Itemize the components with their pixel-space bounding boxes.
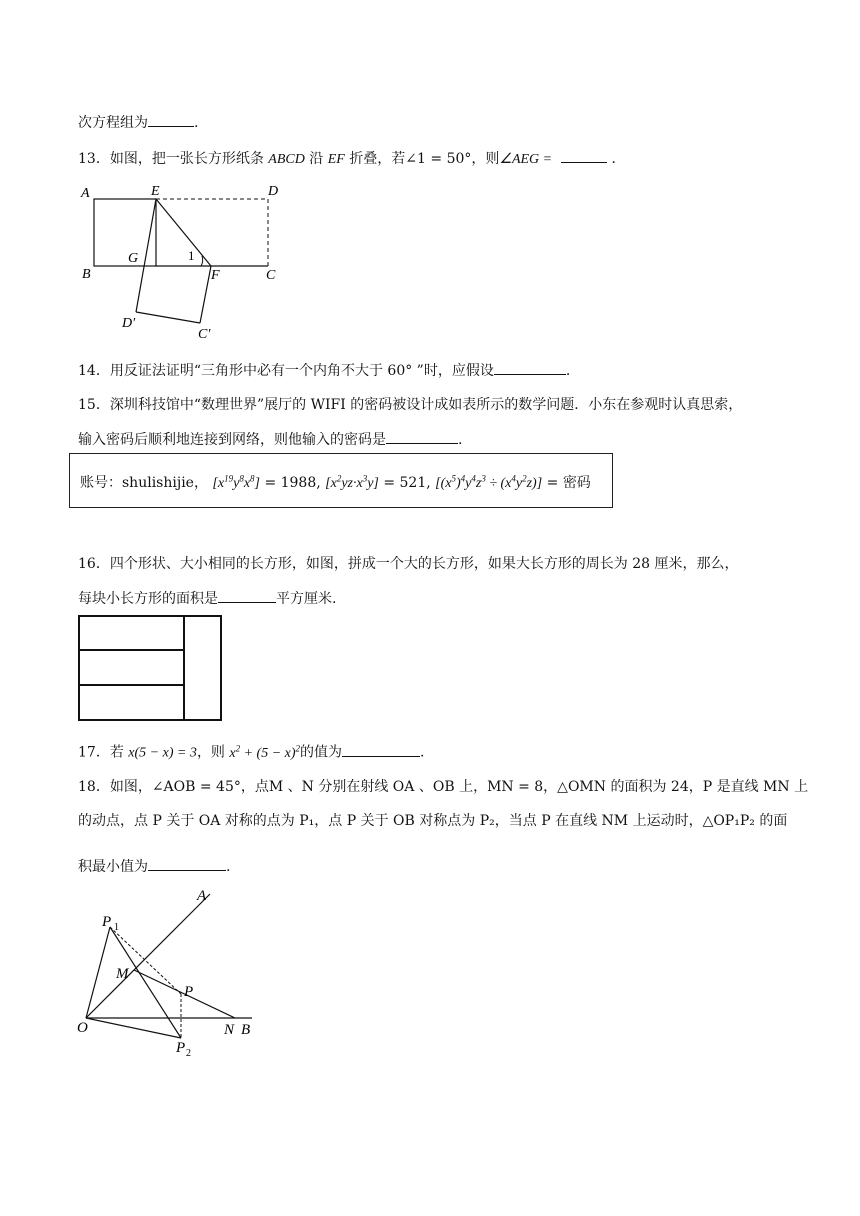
q17-prefix: 17．若 bbox=[78, 744, 124, 761]
answer-blank[interactable] bbox=[218, 588, 276, 603]
q17-text bbox=[78, 739, 425, 763]
q12-end: . bbox=[194, 115, 199, 131]
segment-P1P2 bbox=[110, 927, 181, 1038]
q18-line2: 的动点，点 P 关于 OA 对称的点为 P₁，点 P 关于 OB 对称点为 P₂，当点 P 在直线 NM 上运动时，△OP₁P₂ 的面 bbox=[78, 813, 788, 829]
answer-blank[interactable] bbox=[342, 742, 420, 757]
big-rectangle bbox=[79, 616, 221, 720]
q16-line1: 16．四个形状、大小相同的长方形，如图，拼成一个大的长方形，如果大长方形的周长为 28 厘米，那么， bbox=[78, 556, 739, 572]
label-P1: P bbox=[102, 914, 112, 930]
wifi-password-box bbox=[69, 453, 613, 508]
segment-OP1 bbox=[86, 927, 110, 1018]
edge-ED bbox=[136, 199, 156, 312]
label-C: C bbox=[266, 268, 276, 283]
expr-1: $[x^{19}y^8x^8]$ bbox=[212, 473, 260, 491]
q18-line1a: 18．如图，∠AOB = 45°，点 bbox=[78, 779, 269, 795]
edge-DC bbox=[136, 312, 200, 323]
expr-2: $[x^2yz\cdot x^3y]$ bbox=[325, 473, 379, 491]
q14-text bbox=[78, 360, 570, 380]
q16-line2 bbox=[78, 588, 336, 608]
label-N: N bbox=[224, 1022, 235, 1038]
label-P2-sub: 2 bbox=[186, 1048, 191, 1059]
q14-end: . bbox=[565, 363, 571, 379]
label-O: O bbox=[77, 1020, 88, 1036]
q13-text-b: 沿 bbox=[309, 151, 324, 167]
q15-line2 bbox=[78, 429, 462, 449]
q18-line3a: 积最小值为 bbox=[78, 859, 148, 875]
password-label: 密码 bbox=[562, 475, 591, 491]
answer-blank[interactable] bbox=[561, 148, 607, 163]
q18-figure bbox=[74, 886, 264, 1061]
q13-text-a: 13．如图，把一张长方形纸条 bbox=[78, 151, 264, 167]
q17-mid: ，则 bbox=[196, 744, 225, 761]
q17-expression: $x^2 + (5 - x)^2$ bbox=[229, 743, 301, 761]
label-G: G bbox=[128, 251, 139, 266]
q15-line1: 15．深圳科技馆中“数理世界”展厅的 WIFI 的密码被设计成如表所示的数学问题．小东在参观时认真思索， bbox=[78, 397, 743, 413]
result-1: = 1988, bbox=[264, 475, 321, 491]
q14-body: 14．用反证法证明“三角形中必有一个内角不大于 60° ”时，应假设 bbox=[78, 363, 494, 379]
label-P: P bbox=[184, 984, 194, 1000]
q13-fold-line: EF bbox=[327, 152, 345, 167]
label-P1-sub: 1 bbox=[114, 922, 119, 933]
result-2: = 521, bbox=[383, 475, 431, 491]
q16-figure bbox=[78, 615, 224, 723]
label-A: A bbox=[197, 888, 207, 904]
q16-line2a: 每块小长方形的面积是 bbox=[78, 591, 218, 607]
q18-line1 bbox=[78, 778, 808, 796]
label-B: B bbox=[82, 267, 91, 282]
q18-end: . bbox=[226, 859, 231, 875]
q13-end: ． bbox=[611, 151, 626, 167]
q13-text bbox=[78, 148, 625, 169]
answer-blank[interactable] bbox=[148, 856, 226, 871]
q13-figure bbox=[78, 180, 308, 345]
q15-line2-text: 输入密码后顺利地连接到网络，则他输入的密码是 bbox=[78, 432, 386, 448]
answer-blank[interactable] bbox=[386, 429, 458, 444]
q17-suffix: 的值为 bbox=[300, 744, 343, 761]
q13-text-c: 折叠，若∠1 = 50°，则 bbox=[349, 151, 500, 167]
answer-blank[interactable] bbox=[148, 112, 194, 127]
label-E: E bbox=[151, 184, 160, 199]
label-B: B bbox=[241, 1022, 251, 1038]
equals: = bbox=[546, 475, 559, 491]
q16-line2b: 平方厘米. bbox=[276, 591, 337, 607]
segment-OP2 bbox=[86, 1018, 181, 1038]
q13-rect-name: ABCD bbox=[268, 152, 305, 167]
q12-text: 次方程组为 bbox=[78, 115, 148, 131]
rect-left-part bbox=[94, 199, 156, 266]
expr-3: $[(x^5)^4y^4z^3 \div (x^4y^2z)]$ bbox=[435, 473, 543, 491]
label-D-prime: D′ bbox=[122, 316, 136, 331]
q15-end: . bbox=[458, 432, 463, 448]
q12-tail bbox=[78, 112, 198, 132]
label-F: F bbox=[211, 268, 220, 283]
label-1: 1 bbox=[188, 248, 195, 263]
answer-blank[interactable] bbox=[494, 360, 566, 375]
account-label: 账号：shulishijie， bbox=[80, 475, 208, 491]
q18-line3 bbox=[78, 856, 230, 876]
wifi-box-content bbox=[80, 472, 591, 492]
label-M: M bbox=[116, 966, 129, 982]
q17-end: . bbox=[420, 744, 425, 761]
q13-ask: ∠AEG = bbox=[499, 152, 553, 167]
angle-1-arc bbox=[201, 256, 203, 266]
edge-CF bbox=[200, 266, 211, 323]
label-D: D bbox=[268, 184, 279, 199]
label-A: A bbox=[81, 186, 90, 201]
q18-line1b: M 、N 分别在射线 OA 、OB 上，MN = 8，△OMN 的面积为 24，P 是直线 MN 上 bbox=[268, 779, 809, 795]
fold-EF bbox=[156, 199, 211, 266]
label-C-prime: C′ bbox=[198, 327, 211, 342]
q17-condition: x(5 − x) = 3 bbox=[128, 745, 197, 761]
label-P2: P bbox=[176, 1040, 186, 1056]
